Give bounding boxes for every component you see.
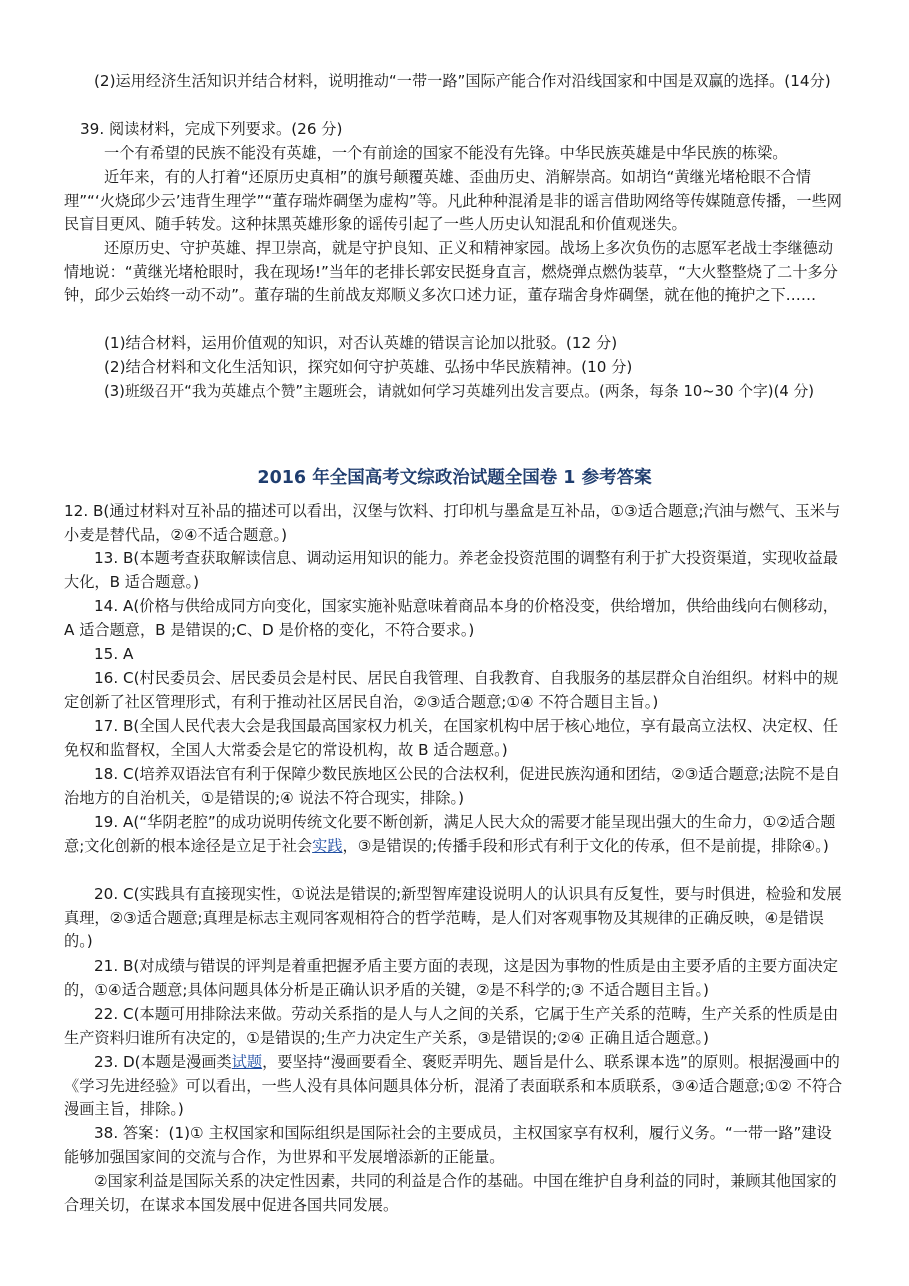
answer-16: 16. C(村民委员会、居民委员会是村民、居民自我管理、自我教育、自我服务的基层群众自治组织。材料中的规定创新了社区管理形式，有利于推动社区居民自治，②③适合题意;①④ 不符合题目主旨。) <box>64 669 839 711</box>
answer-13: 13. B(本题考查获取解读信息、调动运用知识的能力。养老金投资范围的调整有利于扩大投资渠道，实现收益最大化，B 适合题意。) <box>64 549 838 591</box>
answer-15: 15. A <box>94 645 134 663</box>
answer-38-point-1: 38. 答案：(1)① 主权国家和国际组织是国际社会的主要成员，主权国家享有权利，履行义务。“一带一路”建设能够加强国家间的交流与合作，为世界和平发展增添新的正能量。 <box>64 1124 832 1166</box>
q39-paragraph-1: 一个有希望的民族不能没有英雄，一个有前途的国家不能没有先锋。中华民族英雄是中华民族的栋梁。 <box>104 144 788 162</box>
q39-paragraph-3: 还原历史、守护英雄、捍卫崇高，就是守护良知、正义和精神家园。战场上多次负伤的志愿军老战士李继德动情地说：“黄继光堵枪眼时，我在现场!”当年的老排长郭安民挺身直言，燃烧弹点燃伪装草，“大火整整烧了二十多分钟，邱少云始终一动不动”。董存瑞的生前战友郑顺义多次口述力证，董存瑞舍身炸碉堡，就在他的掩护之下…… <box>64 239 838 305</box>
answer-19 <box>64 811 846 858</box>
answer-section-title: 2016 年全国高考文综政治试题全国卷 1 参考答案 <box>257 468 652 488</box>
q39-header: 39. 阅读材料，完成下列要求。(26 分) <box>80 120 343 138</box>
q39-paragraph-2: 近年来，有的人打着“还原历史真相”的旗号颠覆英雄、歪曲历史、消解崇高。如胡诌“黄继光堵枪眼不合情理”“‘火烧邱少云’违背生理学”“董存瑞炸碉堡为虚构”等。凡此种种混淆是非的谣言借助网络等传媒随意传播，一些网民盲目更风、随手转发。这种抹黑英雄形象的谣传引起了一些人历史认知混乱和价值观迷失。 <box>64 168 842 234</box>
answer-17: 17. B(全国人民代表大会是我国最高国家权力机关，在国家机构中居于核心地位，享有最高立法权、决定权、任免权和监督权，全国人大常委会是它的常设机构，故 B 适合题意。) <box>64 717 838 759</box>
answer-23-text-2: ，要坚持“漫画要看全、褒贬弄明先、题旨是什么、联系课本选”的原则。根据漫画中的《学习先进经验》可以看出，一些人没有具体问题具体分析，混淆了表面联系和本质联系，③④适合题意;①② 不符合漫画主旨，排除。) <box>64 1053 843 1119</box>
answer-18: 18. C(培养双语法官有利于保障少数民族地区公民的合法权利，促进民族沟通和团结，②③适合题意;法院不是自治地方的自治机关，①是错误的;④ 说法不符合现实，排除。) <box>64 765 841 807</box>
answer-22: 22. C(本题可用排除法来做。劳动关系指的是人与人之间的关系，它属于生产关系的范畴，生产关系的性质是由生产资料归谁所有决定的，①是错误的;生产力决定生产关系，③是错误的;②④ 正确且适合题意。) <box>64 1005 839 1047</box>
practice-link[interactable]: 实践 <box>312 836 343 855</box>
answer-23-text-1: 23. D(本题是漫画类 <box>94 1053 232 1071</box>
answer-19-text-1: 19. A(“华阴老腔”的成功说明传统文化要不断创新，满足人民大众的需要才能呈现出强大的生命力，①②适合题意;文化创新的根本途径是立足于社会 <box>64 813 836 855</box>
answer-20: 20. C(实践具有直接现实性，①说法是错误的;新型智库建设说明人的认识具有反复性，要与时俱进，检验和发展真理，②③适合题意;真理是标志主观同客观相符合的哲学范畴，是人们对客观事物及其规律的正确反映，④是错误的。) <box>64 885 842 951</box>
q39-sub-question-1: (1)结合材料，运用价值观的知识，对否认英雄的错误言论加以批驳。(12 分) <box>104 334 618 352</box>
answer-14: 14. A(价格与供给成同方向变化，国家实施补贴意味着商品本身的价格没变，供给增加，供给曲线向右侧移动，A 适合题意，B 是错误的;C、D 是价格的变化，不符合要求。) <box>64 597 838 639</box>
answer-38-point-2: ②国家利益是国际关系的决定性因素，共同的利益是合作的基础。中国在维护自身利益的同时，兼顾其他国家的合理关切，在谋求本国发展中促进各国共同发展。 <box>64 1172 837 1214</box>
answer-12: 12. B(通过材料对互补品的描述可以看出，汉堡与饮料、打印机与墨盒是互补品，①③适合题意;汽油与燃气、玉米与小麦是替代品，②④不适合题意。) <box>64 502 841 544</box>
answer-23 <box>64 1051 846 1122</box>
answer-19-text-2: ，③是错误的;传播手段和形式有利于文化的传承，但不是前提，排除④。) <box>342 836 829 855</box>
q38-part2-text: (2)运用经济生活知识并结合材料，说明推动“一带一路”国际产能合作对沿线国家和中国是双赢的选择。(14分) <box>94 72 831 90</box>
q39-sub-question-3: (3)班级召开“我为英雄点个赞”主题班会，请就如何学习英雄列出发言要点。(两条，每条 10~30 个字)(4 分) <box>104 383 815 400</box>
exam-question-link[interactable]: 试题 <box>231 1053 263 1071</box>
q39-sub-question-2: (2)结合材料和文化生活知识，探究如何守护英雄、弘扬中华民族精神。(10 分) <box>104 358 633 376</box>
answer-21: 21. B(对成绩与错误的评判是着重把握矛盾主要方面的表现，这是因为事物的性质是由主要矛盾的主要方面决定的，①④适合题意;具体问题具体分析是正确认识矛盾的关键，②是不科学的;③ 不适合题目主旨。) <box>64 957 838 999</box>
